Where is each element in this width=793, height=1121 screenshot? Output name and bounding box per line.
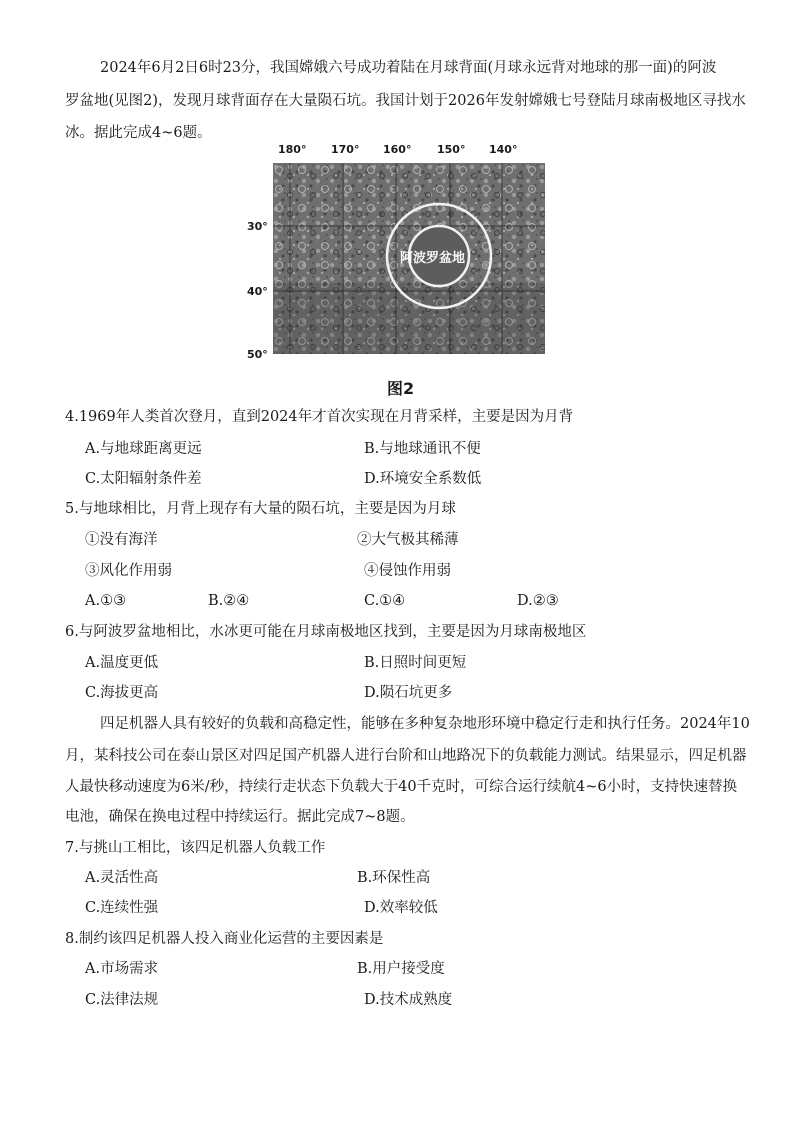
lon-label-180: 180° bbox=[278, 143, 307, 156]
q5-statement-4: ④侵蚀作用弱 bbox=[364, 563, 451, 579]
q4-stem: 4.1969年人类首次登月，直到2024年才首次实现在月背采样，主要是因为月背 bbox=[65, 409, 574, 425]
q8-option-c: C.法律法规 bbox=[85, 992, 159, 1008]
q4-option-d: D.环境安全系数低 bbox=[364, 471, 482, 487]
lat-label-50: 50° bbox=[247, 348, 268, 361]
q6-option-b: B.日照时间更短 bbox=[364, 655, 467, 671]
q5-option-d: D.②③ bbox=[517, 593, 559, 609]
q5-stem: 5.与地球相比，月背上现存有大量的陨石坑，主要是因为月球 bbox=[65, 501, 456, 517]
passage2-line-4: 电池，确保在换电过程中持续运行。据此完成7~8题。 bbox=[65, 809, 415, 825]
q5-statement-1: ①没有海洋 bbox=[85, 532, 158, 548]
q5-option-c: C.①④ bbox=[364, 593, 406, 609]
q4-option-c: C.太阳辐射条件差 bbox=[85, 471, 202, 487]
q7-option-b: B.环保性高 bbox=[357, 870, 431, 886]
q5-statement-3: ③风化作用弱 bbox=[85, 563, 172, 579]
basin-label: 阿波罗盆地 bbox=[400, 251, 466, 266]
lon-label-160: 160° bbox=[383, 143, 412, 156]
figure-caption: 图2 bbox=[387, 379, 415, 398]
q7-option-a: A.灵活性高 bbox=[85, 870, 159, 886]
q6-option-c: C.海拔更高 bbox=[85, 685, 159, 701]
q8-option-d: D.技术成熟度 bbox=[364, 992, 453, 1008]
q5-option-b: B.②④ bbox=[208, 593, 250, 609]
passage2-line-3: 人最快移动速度为6米/秒，持续行走状态下负载大于40千克时，可综合运行续航4~6小时，支持快速替换 bbox=[65, 779, 738, 795]
q6-option-d: D.陨石坑更多 bbox=[364, 685, 453, 701]
passage2-line-2: 月，某科技公司在泰山景区对四足国产机器人进行台阶和山地路况下的负载能力测试。结果显示，四足机器 bbox=[65, 748, 747, 764]
q7-option-d: D.效率较低 bbox=[364, 900, 438, 916]
q7-option-c: C.连续性强 bbox=[85, 900, 159, 916]
q6-stem: 6.与阿波罗盆地相比，水冰更可能在月球南极地区找到，主要是因为月球南极地区 bbox=[65, 624, 587, 640]
lon-label-170: 170° bbox=[331, 143, 360, 156]
q5-option-a: A.①③ bbox=[85, 593, 127, 609]
q5-statement-2: ②大气极其稀薄 bbox=[357, 532, 459, 548]
passage1-line-1: 2024年6月2日6时23分，我国嫦娥六号成功着陆在月球背面(月球永远背对地球的那一面)的阿波 bbox=[100, 60, 717, 76]
q6-option-a: A.温度更低 bbox=[85, 655, 159, 671]
lon-label-150: 150° bbox=[437, 143, 466, 156]
q8-option-b: B.用户接受度 bbox=[357, 961, 445, 977]
lat-label-30: 30° bbox=[247, 220, 268, 233]
q8-option-a: A.市场需求 bbox=[85, 961, 159, 977]
q8-stem: 8.制约该四足机器人投入商业化运营的主要因素是 bbox=[65, 931, 384, 947]
q4-option-b: B.与地球通讯不便 bbox=[364, 441, 481, 457]
passage2-line-1: 四足机器人具有较好的负载和高稳定性，能够在多种复杂地形环境中稳定行走和执行任务。2024年10 bbox=[100, 716, 750, 732]
passage1-line-2: 罗盆地(见图2)，发现月球背面存在大量陨石坑。我国计划于2026年发射嫦娥七号登陆月球南极地区寻找水 bbox=[65, 93, 746, 109]
q4-option-a: A.与地球距离更远 bbox=[85, 441, 202, 457]
lat-label-40: 40° bbox=[247, 285, 268, 298]
lon-label-140: 140° bbox=[489, 143, 518, 156]
passage1-line-3: 冰。据此完成4~6题。 bbox=[65, 125, 212, 141]
q7-stem: 7.与挑山工相比，该四足机器人负载工作 bbox=[65, 840, 326, 856]
